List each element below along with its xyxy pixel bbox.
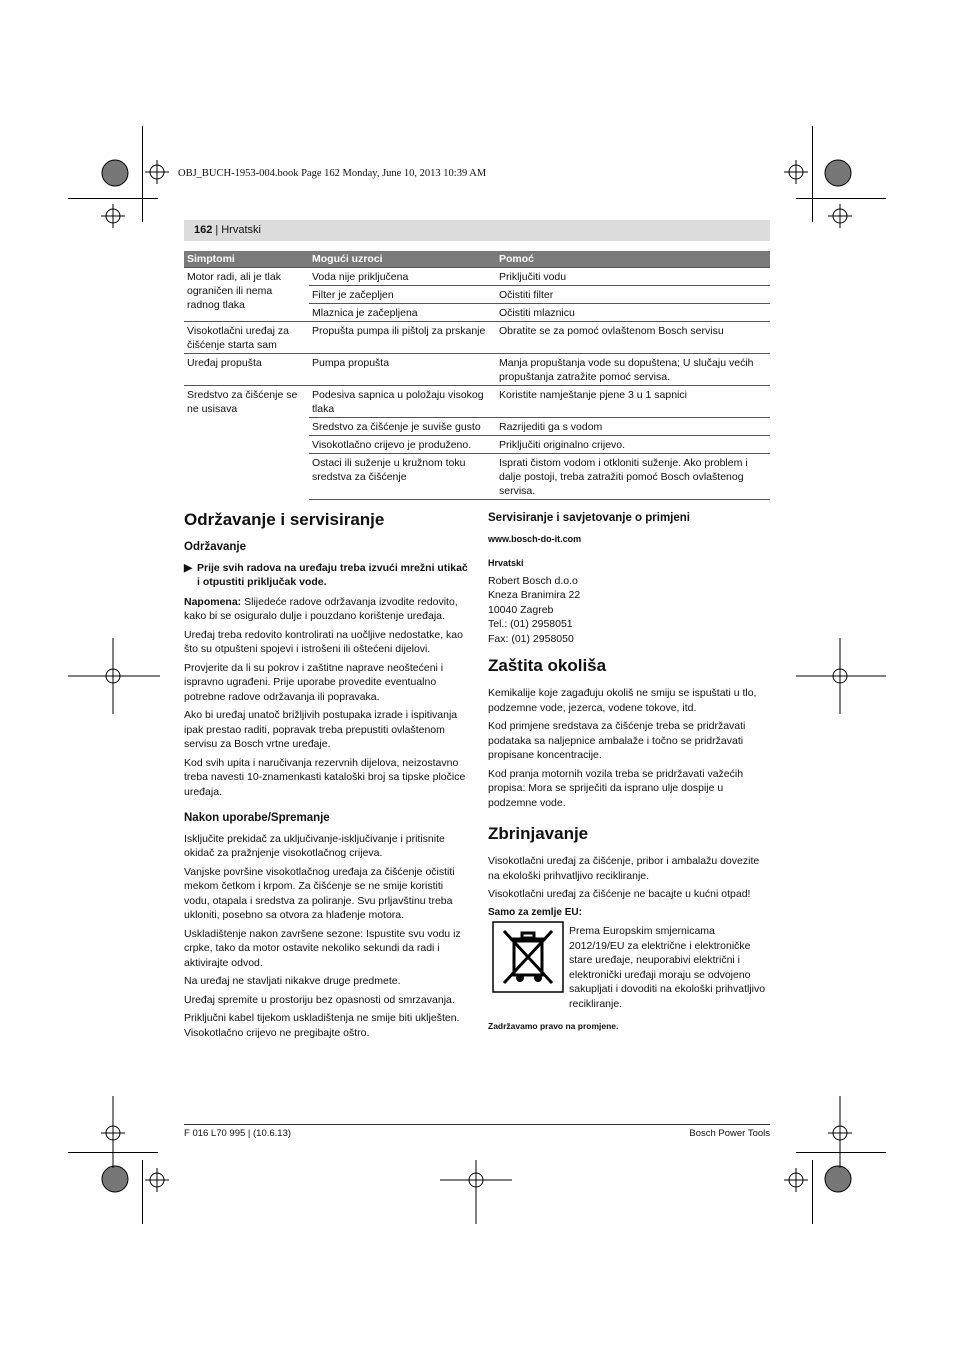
cell-help: Manja propuštanja vode su dopuštena; U slučaju većih propuštanja zatražite pomoć servisa.: [496, 354, 770, 386]
footer-doc-id: F 016 L70 995 | (10.6.13): [184, 1128, 292, 1139]
cell-cause: Filter je začepljen: [309, 286, 496, 304]
paragraph: Priključni kabel tijekom uskladištenja ne smije biti uklješten. Visokotlačno crijevo ne pregibajte oštro.: [184, 1012, 460, 1039]
table-row: [184, 386, 770, 418]
note-text: Slijedeće radove održavanja izvodite redovito, kako bi se osiguralo dulje i pouzdano korištenje uređaja.: [184, 595, 458, 622]
country-label: Hrvatski: [488, 558, 524, 568]
paragraph: Kemikalije koje zagađuju okoliš ne smiju se ispuštati u tlo, podzemne vode, jezerca, vodene tokove, itd.: [488, 687, 757, 714]
table-row: [184, 354, 770, 386]
section-title: Zbrinjavanje: [488, 824, 589, 843]
col-header: Pomoć: [496, 251, 770, 268]
table-row: [184, 322, 770, 354]
paragraph: Uskladištenje nakon završene sezone: Ispustite svu vodu iz crpke, tako da motor ostavite nekoliko sekundi da radi i aktivirajte odvod.: [184, 927, 461, 969]
cell-symptom: Sredstvo za čišćenje se ne usisava: [184, 386, 309, 500]
cell-cause: Mlaznica je začepljena: [309, 304, 496, 322]
footer-brand: Bosch Power Tools: [689, 1128, 770, 1139]
page-footer: [184, 1124, 770, 1139]
paragraph: Visokotlačni uređaj za čišćenje, pribor i ambalažu dovezite na ekološki prihvatljivo recikliranje.: [488, 855, 760, 882]
note-paragraph: [184, 595, 468, 624]
cell-help: Isprati čistom vodom i otkloniti suženje. Ako problem i dalje postoji, treba zatražiti pomoć Bosch ovlaštenog servisa.: [496, 454, 770, 500]
note-label: Napomena:: [184, 595, 242, 608]
table-row: [184, 268, 770, 286]
troubleshooting-table: [184, 251, 770, 500]
cell-help: Obratite se za pomoć ovlaštenom Bosch servisu: [496, 322, 770, 354]
cell-cause: Podesiva sapnica u položaju visokog tlaka: [309, 386, 496, 418]
eu-label: Samo za zemlje EU:: [488, 906, 582, 918]
rights-note: Zadržavamo pravo na promjene.: [488, 1021, 619, 1031]
cell-cause: Propušta pumpa ili pištolj za prskanje: [309, 322, 496, 354]
section-title: Zaštita okoliša: [488, 656, 607, 675]
page-header: 162 | Hrvatski: [184, 220, 770, 241]
address-line: 10040 Zagreb: [488, 603, 554, 616]
subsection-title: Servisiranje i savjetovanje o primjeni: [488, 512, 690, 524]
page-number: 162: [194, 224, 213, 236]
cell-help: Očistiti mlaznicu: [496, 304, 770, 322]
paragraph: Isključite prekidač za uključivanje-isključivanje i pritisnite okidač za pražnjenje visokotlačnog crijeva.: [184, 832, 445, 859]
cell-help: Koristite namještanje pjene 3 u 1 sapnici: [496, 386, 770, 418]
paragraph: Uređaj treba redovito kontrolirati na uočljive nedostatke, kao što su otpušteni spojevi i istrošeni ili oštećeni dijelovi.: [184, 628, 463, 655]
paragraph: Ako bi uređaj unatoč brižljivih postupaka izrade i ispitivanja ipak prestao raditi, popravak treba prepustiti ovlaštenom servisu za Bosch vrtne uređaje.: [184, 709, 458, 750]
cell-symptom: Motor radi, ali je tlak ograničen ili nema radnog tlaka: [184, 268, 309, 322]
paragraph: Uređaj spremite u prostoriju bez opasnosti od smrzavanja.: [184, 993, 455, 1006]
paragraph: Prema Europskim smjernicama 2012/19/EU za električne i elektroničke stare uređaje, neuporabivi električni i elektronički uređaji moraju se odvojeno sakupljati i dovoditi na ekološki prihvatljivo recikliranje.: [569, 925, 766, 1010]
cell-help: Razrijediti ga s vodom: [496, 418, 770, 436]
phone-line: Tel.: (01) 2958051: [488, 618, 573, 630]
cell-help: Očistiti filter: [496, 286, 770, 304]
weee-bin-icon: [492, 921, 564, 993]
subsection-title: Održavanje: [184, 541, 246, 553]
cell-help: Priključiti vodu: [496, 268, 770, 286]
paragraph: Vanjske površine visokotlačnog uređaja za čišćenje očistiti mekom četkom i krpom. Za čišćenje se ne smije koristiti vodu, otapala i sredstva za poliranje. Svu prljavštinu treba ukloniti, posebno sa otvora za hlađenje motora.: [184, 865, 455, 921]
cell-cause: Sredstvo za čišćenje je suviše gusto: [309, 418, 496, 436]
cell-help: Priključiti originalno crijevo.: [496, 436, 770, 454]
arrow-right-icon: ▶: [184, 561, 193, 574]
address-line: Robert Bosch d.o.o: [488, 574, 578, 587]
paragraph: Na uređaj ne stavljati nikakve druge predmete.: [184, 975, 401, 987]
paragraph: Kod primjene sredstava za čišćenje treba se pridržavati podataka sa naljepnice ambalaže i točno se pridržavati propisane koncentracije.: [488, 720, 746, 761]
fax-line: Fax: (01) 2958050: [488, 632, 574, 645]
col-header: Simptomi: [184, 251, 309, 268]
col-header: Mogući uzroci: [309, 251, 496, 268]
paragraph: Kod pranja motornih vozila treba se pridržavati važećih propisa: Mora se spriječiti da isprano ulje dospije u podzemne vode.: [488, 767, 744, 809]
cell-cause: Voda nije priključena: [309, 268, 496, 286]
paragraph: Provjerite da li su pokrov i zaštitne naprave neoštećeni i ispravno ugrađeni. Prije uporabe provedite eventualno potrebne radove održavanja ili popravaka.: [184, 661, 444, 703]
warning-text: Prije svih radova na uređaju treba izvući mrežni utikač i otpustiti priključak vode.: [197, 561, 468, 588]
file-header: OBJ_BUCH-1953-004.book Page 162 Monday, June 10, 2013 10:39 AM: [178, 168, 487, 179]
left-column: [184, 510, 468, 1044]
website-link[interactable]: www.bosch-do-it.com: [488, 533, 582, 544]
cell-cause: Visokotlačno crijevo je produženo.: [309, 436, 496, 454]
address-block: [488, 574, 772, 647]
cell-cause: Ostaci ili suženje u kružnom toku sredstva za čišćenje: [309, 454, 496, 500]
warning-item: [184, 561, 468, 590]
address-line: Kneza Branimira 22: [488, 589, 581, 601]
section-title: Održavanje i servisiranje: [184, 510, 385, 529]
paragraph: Kod svih upita i naručivanja rezervnih dijelova, neizostavno treba navesti 10-znamenkasti kataloški broj sa tipske pločice uređaja.: [184, 756, 466, 798]
page-language: Hrvatski: [221, 224, 261, 236]
cell-symptom: Visokotlačni uređaj za čišćenje starta sam: [184, 322, 309, 354]
subsection-title: Nakon uporabe/Spremanje: [184, 812, 330, 824]
cell-cause: Pumpa propušta: [309, 354, 496, 386]
paragraph: Visokotlačni uređaj za čišćenje ne bacajte u kućni otpad!: [488, 888, 751, 900]
table-header-row: [184, 251, 770, 268]
cell-symptom: Uređaj propušta: [184, 354, 309, 386]
